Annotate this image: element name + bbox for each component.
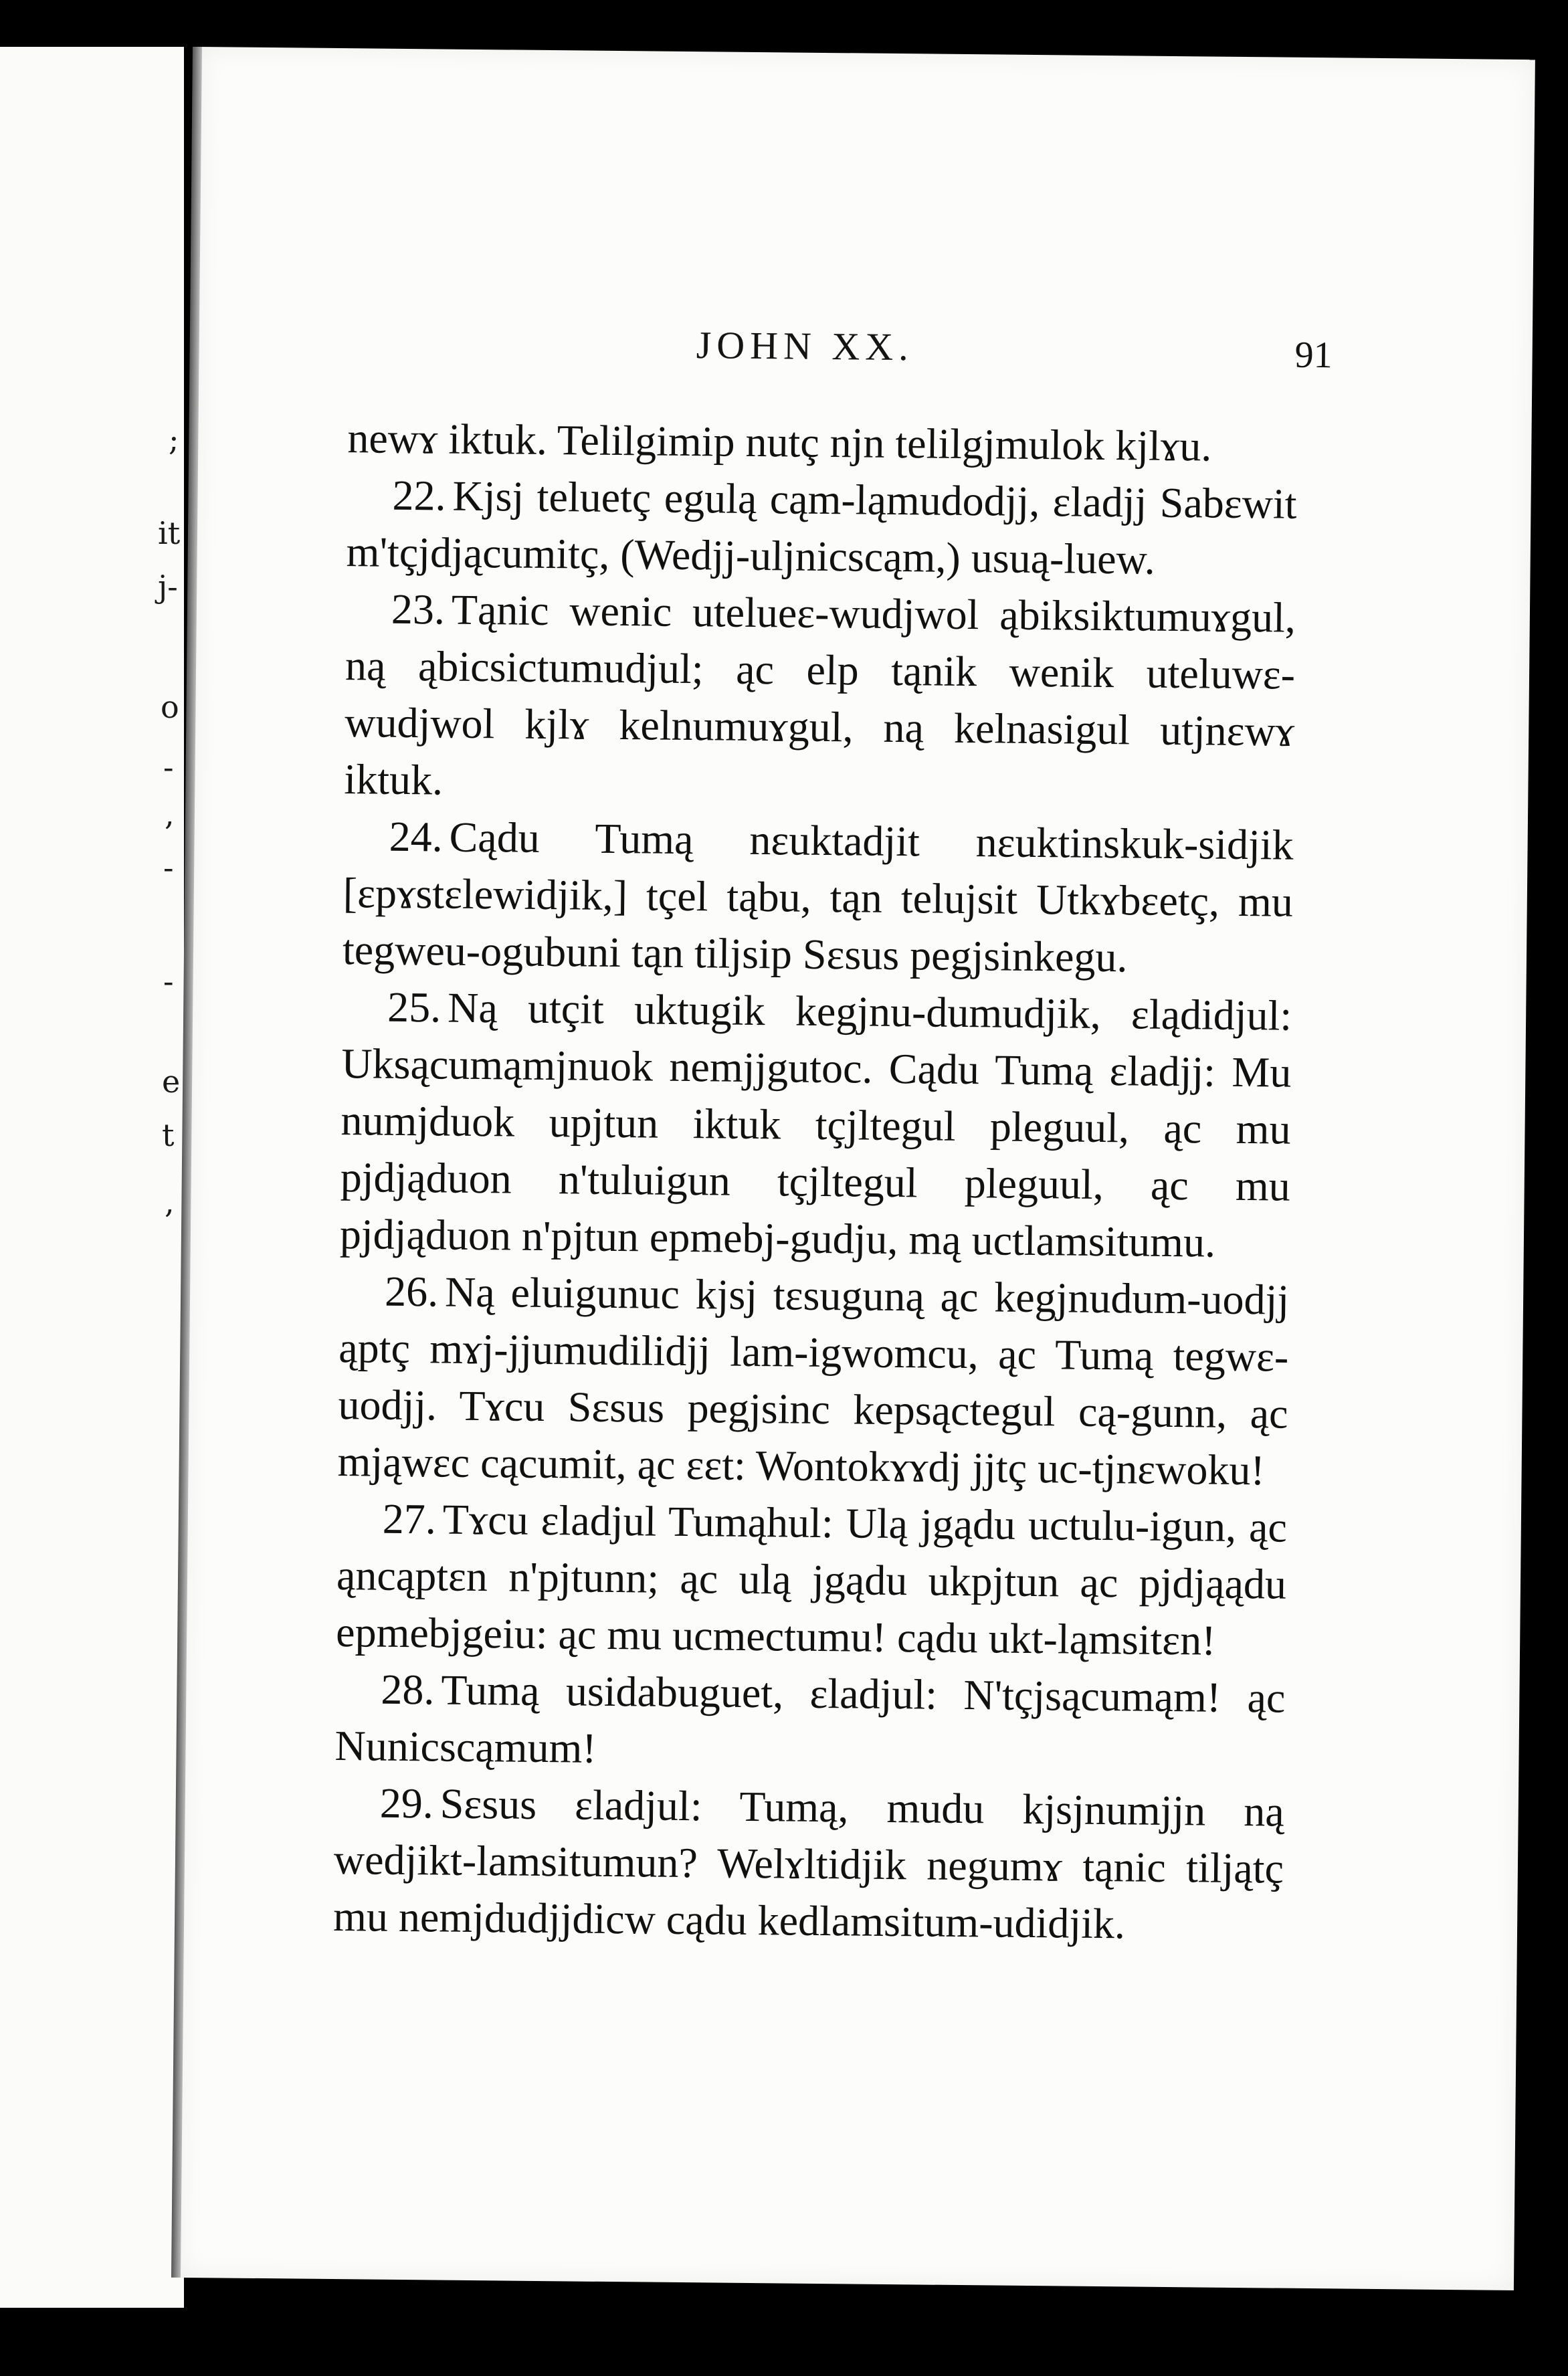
verse-text: Tumą usidabuguet, ɛladjul: N'tçjsącumąm! ąc Nunicscąmum! (334, 1666, 1286, 1772)
verse-number: 28. (381, 1665, 435, 1714)
opening-line: newɤ iktuk. Telilgimip nutç njn telilgjmulok kjlɤu. (347, 414, 1212, 470)
verse-29 (333, 1774, 1284, 1954)
verse-number: 22. (392, 471, 446, 520)
verse-text: Ną utçit uktugik kegjnu-dumudjik, ɛlądidjul: Uksącumąmjnuok nemjjgutoc. Cądu Tumą ɛladjj: Mu numjduok upjtun iktuk tçjltegul pleguul, ąc mu pjdjąduon n'tuluigun tçjltegul pleguul, ąc mu pjdjąduon n'pjtun epmebj-gudju, mą uctlamsitumu. (339, 983, 1292, 1266)
verse-number: 26. (384, 1267, 439, 1316)
verse-number: 29. (379, 1779, 434, 1827)
left-margin-fragment: it (158, 515, 181, 551)
verse-23 (344, 580, 1296, 817)
verse-text: Tąnic wenic utelueɛ-wudjwol ąbiksiktumuɤgul, ną ąbicsictumudjul; ąc elp tąnik wenik uteluwɛ-wudjwol kjlɤ kelnumuɤgul, ną kelnasigul utjnɛwɤ iktuk. (344, 585, 1296, 804)
verse-25 (340, 978, 1292, 1272)
left-margin-fragment: , (165, 1184, 175, 1220)
verse-number: 23. (391, 585, 446, 633)
left-margin-fragment: - (163, 963, 174, 999)
verse-22 (346, 466, 1297, 589)
verse-24 (342, 807, 1294, 987)
body-text (333, 409, 1298, 1954)
left-margin-fragment: o (161, 689, 179, 725)
chapter-heading: JOHN XX. (696, 323, 914, 369)
verse-text: Tɤcu ɛladjul Tumąhul: Ulą jgądu uctulu-igun, ąc ąncąptɛn n'pjtunn; ąc ulą jgądu ukpjtun ąc pjdjąądu epmebjgeiu: ąc mu ucmectumu! cądu ukt-ląmsitɛn! (335, 1495, 1288, 1664)
verse-26 (337, 1262, 1289, 1499)
running-head (197, 318, 1533, 384)
verse-text: Sɛsus ɛladjul: Tumą, mudu kjsjnumjjn ną wedjikt-lamsitumun? Welɤltidjik negumɤ tąnic tiljątç mu nemjdudjjdicw cądu kedlamsitum-udidjik. (332, 1779, 1285, 1948)
left-margin-fragment: t (162, 1117, 175, 1153)
verse-number: 24. (389, 812, 444, 861)
verse-number: 25. (387, 983, 442, 1031)
left-margin-fragment: - (163, 749, 174, 785)
left-margin-fragment: e (162, 1064, 181, 1100)
left-margin-fragment: , (165, 796, 175, 832)
left-margin-fragment: ; (169, 421, 179, 458)
verse-27 (336, 1490, 1287, 1670)
verse-number: 27. (382, 1494, 437, 1543)
left-page-fragment (0, 47, 184, 2308)
left-margin-fragment: j- (158, 569, 178, 605)
verse-28 (334, 1660, 1286, 1783)
page-number: 91 (1294, 334, 1333, 377)
verse-text: Ną eluigunuc kjsj tɛsuguną ąc kegjnudum-uodjj ąptç mɤj-jjumudilidjj lam-igwomcu, ąc Tumą tegwɛ-uodjj. Tɤcu Sɛsus pegjsinc kepsąctegul cą-gunn, ąc mjąwɛc cącumit, ąc ɛɛt: Wontokɤɤdj jjtç uc-tjnɛwoku! (337, 1268, 1290, 1494)
left-margin-fragment: - (163, 850, 174, 886)
book-page (179, 47, 1535, 2290)
verse-text: Kjsj teluetç egulą cąm-ląmudodjj, ɛladjj Sabɛwit m'tçjdjącumitç, (Wedjj-uljnicscąm,) usuą-luew. (346, 472, 1297, 583)
verse-text: Cądu Tumą nɛuktadjit nɛuktinskuk-sidjik [ɛpɤstɛlewidjik,] tçel tąbu, tąn telujsit Utkɤbɛetç, mu tegweu-ogubuni tąn tiljsip Sɛsus pegjsinkegu. (342, 813, 1294, 981)
